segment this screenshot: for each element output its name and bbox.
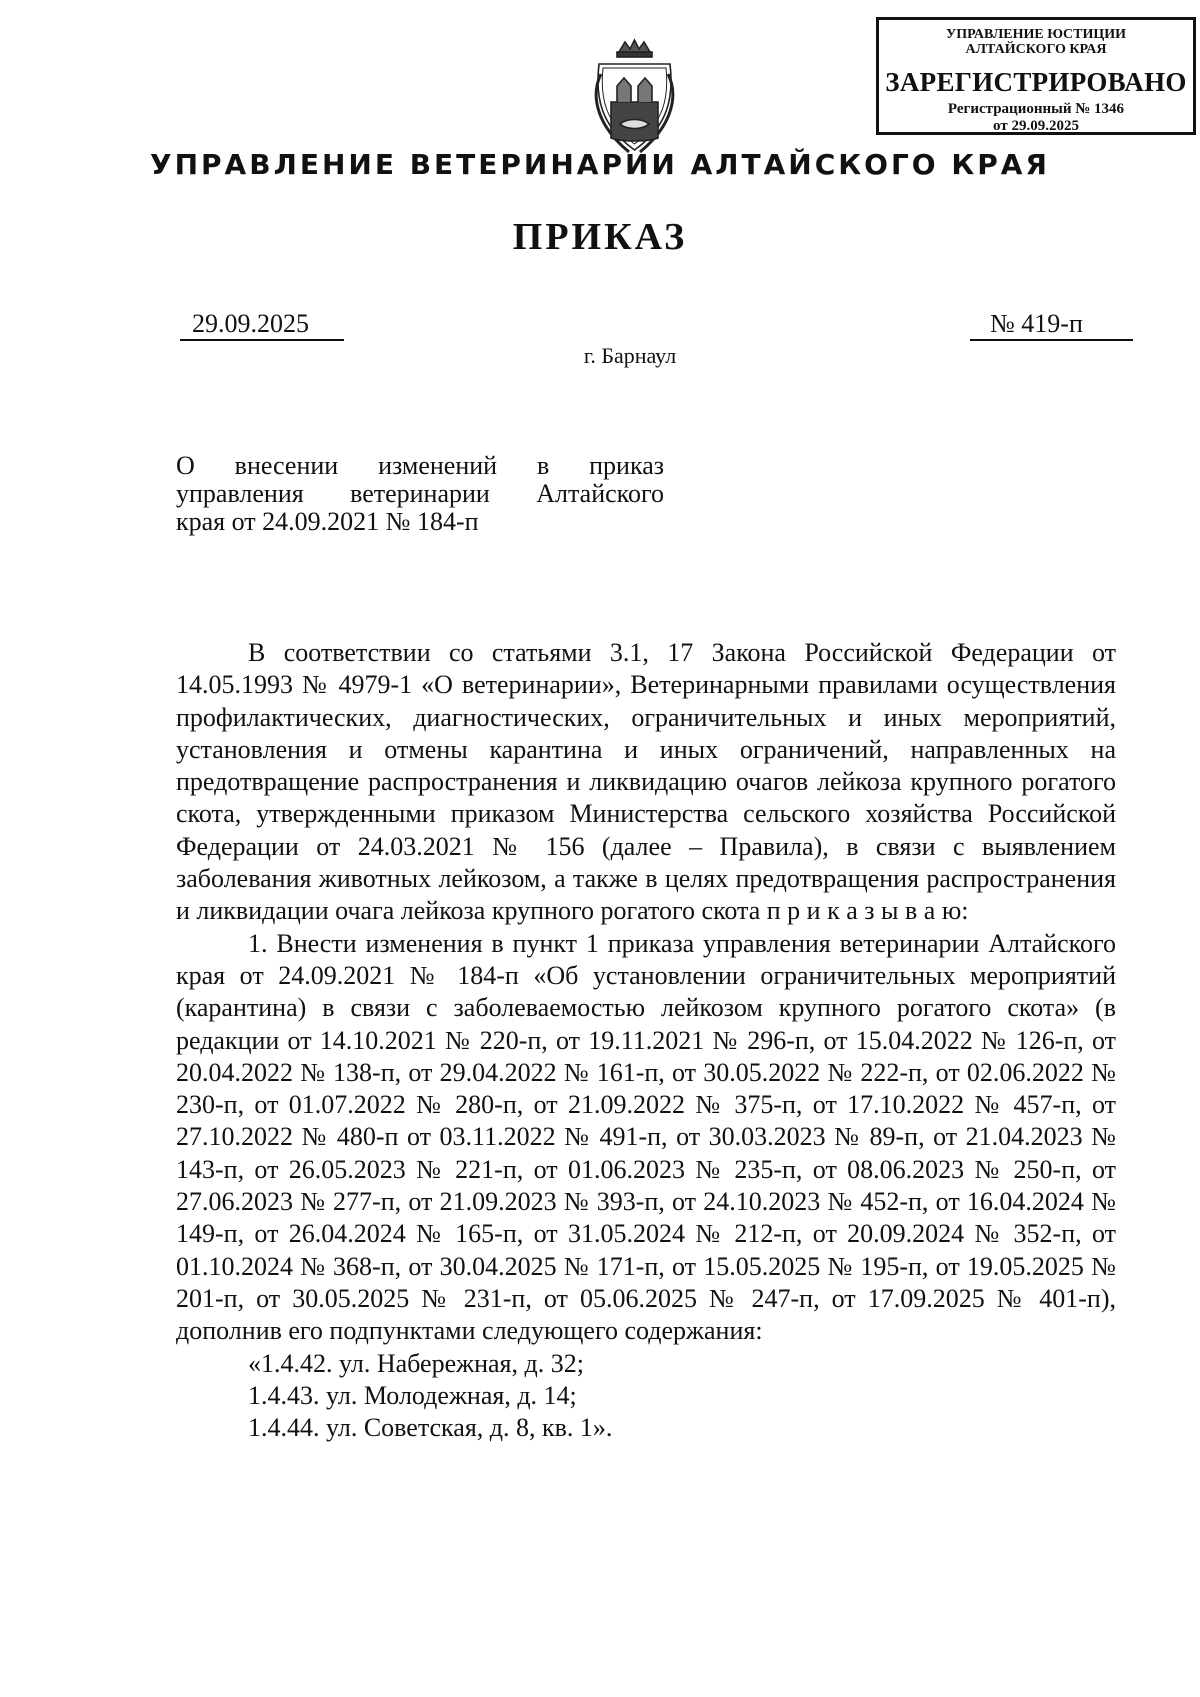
item-1-paragraph: 1. Внести изменения в пункт 1 приказа управления ветеринарии Алтайского края от 24.09.2021 № 184-п «Об установлении ограничительных мероприятий (карантина) в связи с заболеваемостью лейкозом крупного рогатого скота» (в редакции от 14.10.2021 № 220-п, от 19.11.2021 № 296-п, от 15.04.2022 № 126-п, от 20.04.2022 № 138-п, от 29.04.2022 № 161-п, от 30.05.2022 № 222-п, от 02.06.2022 № 230-п, от 01.07.2022 № 280-п, от 21.09.2022 № 375-п, от 17.10.2022 № 457-п, от 27.10.2022 № 480-п от 03.11.2022 № 491-п, от 30.03.2023 № 89-п, от 21.04.2023 № 143-п, от 26.05.2023 № 221-п, от 01.06.2023 № 235-п, от 08.06.2023 № 250-п, от 27.06.2023 № 277-п, от 21.09.2023 № 393-п, от 24.10.2023 № 452-п, от 16.04.2024 № 149-п, от 26.04.2024 № 165-п, от 31.05.2024 № 212-п, от 20.09.2024 № 352-п, от 01.10.2024 № 368-п, от 30.04.2025 № 171-п, от 15.05.2025 № 195-п, от 19.05.2025 № 201-п, от 30.05.2025 № 231-п, от 05.06.2025 № 247-п, от 17.09.2025 № 401-п), дополнив его подпунктами следующего содержания: — [176, 928, 1116, 1346]
address-item: «1.4.42. ул. Набережная, д. 32; — [248, 1348, 584, 1378]
subject-line: О внесении изменений в приказ — [176, 451, 664, 480]
registration-stamp — [876, 17, 1196, 135]
order-date: 29.09.2025 — [180, 309, 344, 341]
coat-of-arms-icon — [587, 38, 682, 158]
subject-line: управления ветеринарии Алтайского — [176, 479, 664, 508]
order-subject — [176, 452, 664, 536]
city-name: г. Барнаул — [583, 343, 677, 368]
stamp-reg-number: Регистрационный № 1346 — [947, 101, 1125, 117]
order-number: № 419-п — [970, 309, 1133, 341]
stamp-date: от 29.09.2025 — [993, 118, 1079, 134]
subject-line: края от 24.09.2021 № 184-п — [176, 507, 479, 536]
order-body — [176, 637, 1116, 1444]
stamp-status: ЗАРЕГИСТРИРОВАНО — [885, 67, 1187, 97]
agency-name: УПРАВЛЕНИЕ ВЕТЕРИНАРИИ АЛТАЙСКОГО КРАЯ — [150, 148, 1050, 181]
stamp-org-line2: АЛТАЙСКОГО КРАЯ — [965, 42, 1107, 57]
stamp-org-line1: УПРАВЛЕНИЕ ЮСТИЦИИ — [946, 27, 1126, 42]
document-type: ПРИКАЗ — [512, 216, 688, 258]
address-item: 1.4.44. ул. Советская, д. 8, кв. 1». — [248, 1413, 613, 1443]
preamble-paragraph: В соответствии со статьями 3.1, 17 Закона Российской Федерации от 14.05.1993 № 4979-1 «О ветеринарии», Ветеринарными правилами осуществления профилактических, диагностических, ограничительных и иных мероприятий, установления и отмены карантина и иных ограничений, направленных на предотвращение распространения и ликвидацию очагов лейкоза крупного рогатого скота, утвержденными приказом Министерства сельского хозяйства Российской Федерации от 24.03.2021 № 156 (далее – Правила), в связи с выявлением заболевания животных лейкозом, а также в целях предотвращения распространения и ликвидации очага лейкоза крупного рогатого скота п р и к а з ы в а ю: — [176, 638, 1116, 926]
address-item: 1.4.43. ул. Молодежная, д. 14; — [248, 1380, 577, 1410]
